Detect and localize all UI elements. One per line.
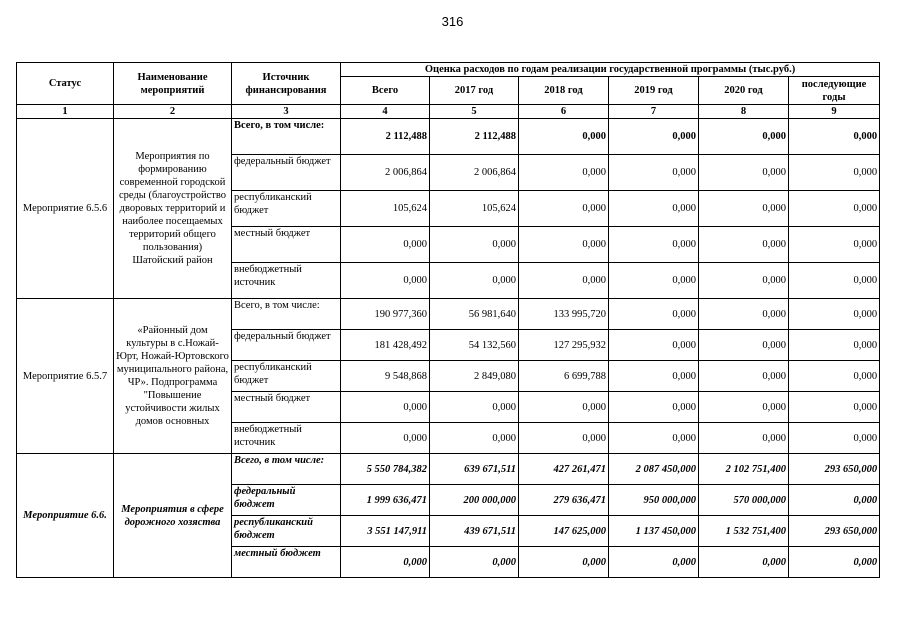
value-cell: 2 112,488: [430, 119, 519, 155]
value-cell: 2 006,864: [430, 155, 519, 191]
value-cell: 6 699,788: [519, 361, 609, 392]
value-cell: 0,000: [609, 299, 699, 330]
value-cell: 133 995,720: [519, 299, 609, 330]
source-cell: федеральный бюджет: [232, 485, 341, 516]
value-cell: 9 548,868: [341, 361, 430, 392]
header-total: Всего: [341, 77, 430, 105]
value-cell: 2 112,488: [341, 119, 430, 155]
col-number: 5: [430, 105, 519, 119]
value-cell: 2 849,080: [430, 361, 519, 392]
value-cell: 105,624: [430, 191, 519, 227]
value-cell: 0,000: [430, 263, 519, 299]
value-cell: 0,000: [519, 191, 609, 227]
row-status: Мероприятие 6.5.7: [17, 299, 114, 454]
value-cell: 1 137 450,000: [609, 516, 699, 547]
value-cell: 0,000: [789, 330, 880, 361]
value-cell: 0,000: [609, 155, 699, 191]
value-cell: 0,000: [609, 330, 699, 361]
value-cell: 0,000: [609, 361, 699, 392]
value-cell: 0,000: [430, 547, 519, 578]
value-cell: 0,000: [789, 361, 880, 392]
value-cell: 0,000: [341, 423, 430, 454]
source-cell: республиканский бюджет: [232, 516, 341, 547]
value-cell: 439 671,511: [430, 516, 519, 547]
value-cell: 1 999 636,471: [341, 485, 430, 516]
header-estimate: Оценка расходов по годам реализации государственной программы (тыс.руб.): [341, 63, 880, 77]
source-cell: республиканский бюджет: [232, 191, 341, 227]
row-name: Мероприятия по формированию современной городской среды (благоустройство дворовых территорий и наиболее посещаемых территорий общего пользования) Шатойский район: [114, 119, 232, 299]
value-cell: 0,000: [609, 263, 699, 299]
value-cell: 0,000: [789, 392, 880, 423]
value-cell: 181 428,492: [341, 330, 430, 361]
source-cell: местный бюджет: [232, 392, 341, 423]
value-cell: 0,000: [789, 119, 880, 155]
row-name: Мероприятия в сфере дорожного хозяства: [114, 454, 232, 578]
col-number: 3: [232, 105, 341, 119]
value-cell: 0,000: [789, 191, 880, 227]
table-row: [17, 119, 880, 155]
value-cell: 0,000: [699, 155, 789, 191]
header-source: Источник финансирования: [232, 63, 341, 105]
value-cell: 293 650,000: [789, 454, 880, 485]
value-cell: 0,000: [789, 227, 880, 263]
row-status: Мероприятие 6.5.6: [17, 119, 114, 299]
value-cell: 0,000: [519, 547, 609, 578]
value-cell: 0,000: [789, 155, 880, 191]
value-cell: 54 132,560: [430, 330, 519, 361]
value-cell: 0,000: [341, 263, 430, 299]
value-cell: 0,000: [789, 423, 880, 454]
value-cell: 0,000: [699, 547, 789, 578]
value-cell: 0,000: [519, 392, 609, 423]
value-cell: 0,000: [789, 299, 880, 330]
value-cell: 0,000: [699, 263, 789, 299]
col-number: 7: [609, 105, 699, 119]
value-cell: 293 650,000: [789, 516, 880, 547]
col-number: 9: [789, 105, 880, 119]
source-cell: местный бюджет: [232, 547, 341, 578]
value-cell: 0,000: [519, 155, 609, 191]
value-cell: 950 000,000: [609, 485, 699, 516]
col-number: 1: [17, 105, 114, 119]
value-cell: 2 102 751,400: [699, 454, 789, 485]
value-cell: 0,000: [609, 392, 699, 423]
source-cell: Всего, в том числе:: [232, 299, 341, 330]
value-cell: 0,000: [789, 547, 880, 578]
row-status: Мероприятие 6.6.: [17, 454, 114, 578]
value-cell: 190 977,360: [341, 299, 430, 330]
col-number: 4: [341, 105, 430, 119]
value-cell: 0,000: [609, 423, 699, 454]
value-cell: 147 625,000: [519, 516, 609, 547]
col-number: 8: [699, 105, 789, 119]
value-cell: 0,000: [609, 547, 699, 578]
value-cell: 427 261,471: [519, 454, 609, 485]
value-cell: 0,000: [430, 392, 519, 423]
value-cell: 1 532 751,400: [699, 516, 789, 547]
value-cell: 639 671,511: [430, 454, 519, 485]
table-row: [17, 454, 880, 485]
value-cell: 0,000: [341, 227, 430, 263]
value-cell: 56 981,640: [430, 299, 519, 330]
source-cell: Всего, в том числе:: [232, 454, 341, 485]
header-2020: 2020 год: [699, 77, 789, 105]
value-cell: 0,000: [609, 227, 699, 263]
value-cell: 0,000: [699, 299, 789, 330]
value-cell: 127 295,932: [519, 330, 609, 361]
table-row: [17, 299, 880, 330]
value-cell: 279 636,471: [519, 485, 609, 516]
value-cell: 3 551 147,911: [341, 516, 430, 547]
value-cell: 0,000: [519, 227, 609, 263]
col-number: 6: [519, 105, 609, 119]
value-cell: 0,000: [699, 423, 789, 454]
value-cell: 0,000: [430, 423, 519, 454]
value-cell: 0,000: [699, 119, 789, 155]
value-cell: 0,000: [699, 330, 789, 361]
source-cell: Всего, в том числе:: [232, 119, 341, 155]
value-cell: 0,000: [519, 263, 609, 299]
page-number: 316: [441, 14, 464, 29]
value-cell: 0,000: [519, 423, 609, 454]
value-cell: 0,000: [699, 227, 789, 263]
source-cell: федеральный бюджет: [232, 330, 341, 361]
value-cell: 0,000: [789, 263, 880, 299]
header-later: последующие годы: [789, 77, 880, 105]
value-cell: 570 000,000: [699, 485, 789, 516]
value-cell: 2 006,864: [341, 155, 430, 191]
value-cell: 105,624: [341, 191, 430, 227]
value-cell: 0,000: [519, 119, 609, 155]
value-cell: 0,000: [699, 191, 789, 227]
value-cell: 5 550 784,382: [341, 454, 430, 485]
value-cell: 2 087 450,000: [609, 454, 699, 485]
source-cell: республиканский бюджет: [232, 361, 341, 392]
row-name: «Районный дом культуры в с.Ножай-Юрт, Ножай-Юртовского муниципального района, ЧР». Подпрограмма "Повышение устойчивости жилых домов основных: [114, 299, 232, 454]
source-cell: внебюджетный источник: [232, 423, 341, 454]
header-2017: 2017 год: [430, 77, 519, 105]
value-cell: 0,000: [699, 361, 789, 392]
value-cell: 0,000: [699, 392, 789, 423]
source-cell: внебюджетный источник: [232, 263, 341, 299]
header-name: Наименование мероприятий: [114, 63, 232, 105]
value-cell: 0,000: [609, 191, 699, 227]
budget-table: [16, 62, 880, 578]
col-number: 2: [114, 105, 232, 119]
page-bottom-margin: [0, 597, 905, 640]
value-cell: 200 000,000: [430, 485, 519, 516]
value-cell: 0,000: [341, 547, 430, 578]
header-2019: 2019 год: [609, 77, 699, 105]
value-cell: 0,000: [430, 227, 519, 263]
column-numbers-row: [17, 105, 880, 119]
value-cell: 0,000: [341, 392, 430, 423]
source-cell: местный бюджет: [232, 227, 341, 263]
value-cell: 0,000: [609, 119, 699, 155]
header-2018: 2018 год: [519, 77, 609, 105]
value-cell: 0,000: [789, 485, 880, 516]
header-status: Статус: [17, 63, 114, 105]
source-cell: федеральный бюджет: [232, 155, 341, 191]
